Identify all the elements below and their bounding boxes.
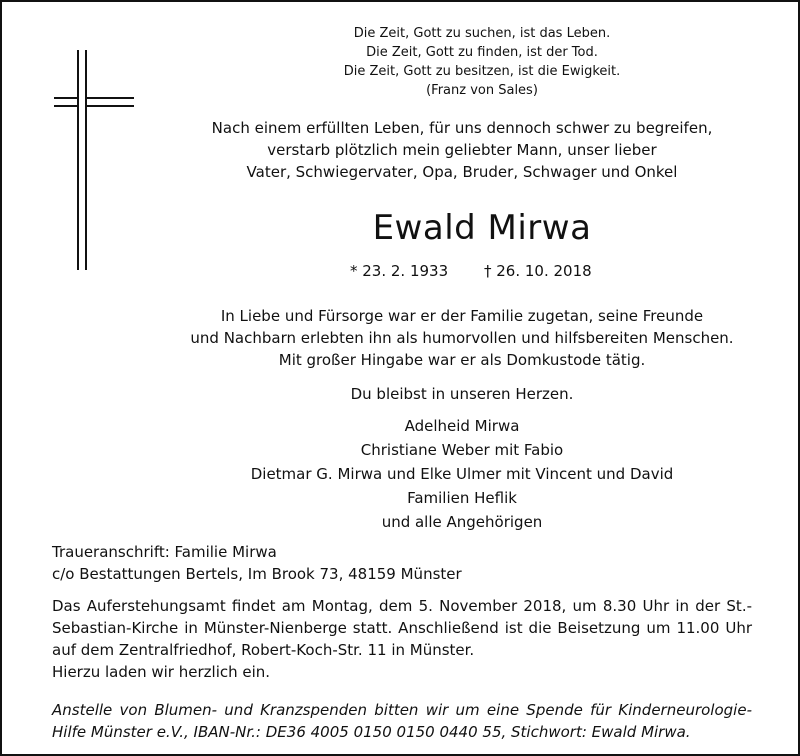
death-date: † 26. 10. 2018 — [484, 262, 592, 280]
mourner-3: Dietmar G. Mirwa und Elke Ulmer mit Vincent und David — [250, 465, 674, 483]
service-invitation: Hierzu laden wir herzlich ein. — [52, 663, 271, 681]
cross-icon — [54, 50, 134, 270]
deceased-name: Ewald Mirwa — [372, 208, 592, 248]
quote-author: (Franz von Sales) — [426, 83, 538, 98]
mourner-4: Familien Heflik — [407, 489, 517, 507]
farewell-text: Du bleibst in unseren Herzen. — [350, 385, 574, 403]
mourner-2: Christiane Weber mit Fabio — [360, 441, 564, 459]
quote-line-1: Die Zeit, Gott zu suchen, ist das Leben. — [353, 26, 611, 41]
intro-line-1: Nach einem erfüllten Leben, für uns dennoch schwer zu begreifen, — [211, 119, 713, 137]
bio-line-1: In Liebe und Fürsorge war er der Familie zugetan, seine Freunde — [220, 307, 704, 325]
mourner-5: und alle Angehörigen — [381, 513, 543, 531]
address-line-1: Traueranschrift: Familie Mirwa — [52, 543, 277, 561]
quote-line-3: Die Zeit, Gott zu besitzen, ist die Ewigkeit. — [343, 64, 621, 79]
address-line-2: c/o Bestattungen Bertels, Im Brook 73, 48159 Münster — [52, 565, 462, 583]
intro-line-2: verstarb plötzlich mein geliebter Mann, unser lieber — [267, 141, 657, 159]
birth-date: * 23. 2. 1933 — [350, 262, 449, 280]
intro-line-3: Vater, Schwiegervater, Opa, Bruder, Schwager und Onkel — [246, 163, 678, 181]
mourner-1: Adelheid Mirwa — [404, 417, 520, 435]
bio-line-2: und Nachbarn erlebten ihn als humorvollen und hilfsbereiten Menschen. — [190, 329, 734, 347]
service-text: Das Auferstehungsamt findet am Montag, dem 5. November 2018, um 8.30 Uhr in der St.-Sebastian-Kirche in Münster-Nienberge statt. Anschließend ist die Beisetzung um 11.00 Uhr auf dem Zentralfriedhof, Robert-Koch-Str. 11 in Münster. — [52, 597, 752, 659]
bio-line-3: Mit großer Hingabe war er als Domkustode tätig. — [278, 351, 646, 369]
quote-line-2: Die Zeit, Gott zu finden, ist der Tod. — [366, 45, 598, 60]
donation-text: Anstelle von Blumen- und Kranzspenden bitten wir um eine Spende für Kinderneurologie-Hilfe Münster e.V., IBAN-Nr.: DE36 4005 0150 0150 0440 55, Stichwort: Ewald Mirwa. — [52, 701, 752, 741]
